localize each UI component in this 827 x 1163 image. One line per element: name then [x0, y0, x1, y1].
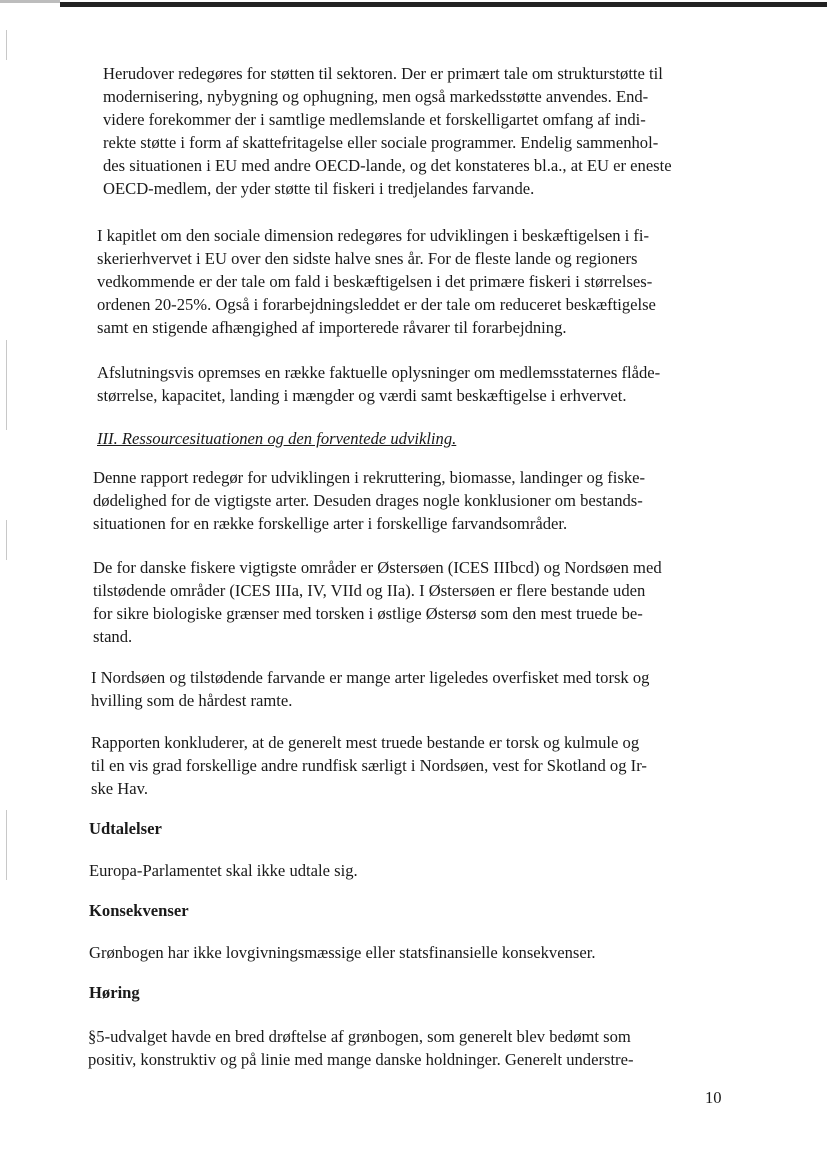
- paragraph-udtalelser: [89, 859, 358, 882]
- paragraph-horing: [88, 1025, 633, 1071]
- text-line: tilstødende områder (ICES IIIa, IV, VIId og IIa). I Østersøen er flere bestande uden: [93, 581, 646, 600]
- scan-margin-mark: [6, 810, 7, 880]
- text-line: ske Hav.: [91, 779, 148, 798]
- paragraph-konsekvenser: [89, 941, 595, 964]
- text-line: dødelighed for de vigtigste arter. Desuden drages nogle konklusioner om bestands-: [93, 491, 643, 510]
- text-line: samt en stigende afhængighed af importerede råvarer til forarbejdning.: [97, 318, 567, 337]
- section-heading: III. Ressourcesituationen og den forventede udvikling.: [97, 429, 457, 448]
- text-line: Afslutningsvis opremses en række faktuelle oplysninger om medlemsstaternes flåde-: [97, 363, 661, 382]
- paragraph-social-dimension: [97, 224, 656, 339]
- text-line: positiv, konstruktiv og på linie med mange danske holdninger. Generelt understre-: [88, 1050, 634, 1069]
- text-line: Grønbogen har ikke lovgivningsmæssige eller statsfinansielle konsekvenser.: [89, 943, 596, 962]
- paragraph-support: [103, 62, 672, 200]
- text-line: Rapporten konkluderer, at de generelt mest truede bestande er torsk og kulmule og: [91, 733, 640, 752]
- text-line: for sikre biologiske grænser med torsken i østlige Østersø som den mest truede be-: [93, 604, 643, 623]
- text-line: stand.: [93, 627, 133, 646]
- heading-udtalelser: Udtalelser: [89, 819, 162, 838]
- text-line: Denne rapport redegør for udviklingen i rekruttering, biomasse, landinger og fiske-: [93, 468, 646, 487]
- heading-konsekvenser: Konsekvenser: [89, 901, 189, 920]
- text-line: størrelse, kapacitet, landing i mængder og værdi samt beskæftigelse i erhvervet.: [97, 386, 627, 405]
- page-number: 10: [705, 1088, 722, 1107]
- text-line: situationen for en række forskellige arter i forskellige farvandsområder.: [93, 514, 568, 533]
- scan-margin-mark: [6, 340, 7, 430]
- text-line: ordenen 20-25%. Også i forarbejdningsleddet er der tale om reduceret beskæftigelse: [97, 295, 656, 314]
- text-line: hvilling som de hårdest ramte.: [91, 691, 293, 710]
- scan-top-edge: [60, 2, 827, 7]
- text-line: Herudover redegøres for støtten til sektoren. Der er primært tale om strukturstøtte til: [103, 64, 663, 83]
- paragraph-north-sea: [91, 666, 649, 712]
- text-line: De for danske fiskere vigtigste områder er Østersøen (ICES IIIbcd) og Nordsøen med: [93, 558, 662, 577]
- paragraph-conclusion-facts: [97, 361, 660, 407]
- text-line: I Nordsøen og tilstødende farvande er mange arter ligeledes overfisket med torsk og: [91, 668, 650, 687]
- scan-edge-faint: [0, 0, 60, 3]
- text-line: OECD-medlem, der yder støtte til fiskeri i tredjelandes farvande.: [103, 179, 535, 198]
- text-line: Europa-Parlamentet skal ikke udtale sig.: [89, 861, 358, 880]
- text-line: videre forekommer der i samtlige medlemslande et forskelligartet omfang af indi-: [103, 110, 646, 129]
- heading-horing: Høring: [89, 983, 140, 1002]
- scan-margin-mark: [6, 520, 7, 560]
- text-line: skerierhvervet i EU over den sidste halve snes år. For de fleste lande og regioners: [97, 249, 638, 268]
- text-line: des situationen i EU med andre OECD-lande, og det konstateres bl.a., at EU er eneste: [103, 156, 672, 175]
- scan-margin-mark: [6, 30, 7, 60]
- text-line: vedkommende er der tale om fald i beskæftigelsen i det primære fiskeri i størrelses-: [97, 272, 653, 291]
- text-line: modernisering, nybygning og ophugning, men også markedsstøtte anvendes. End-: [103, 87, 649, 106]
- text-line: rekte støtte i form af skattefritagelse eller sociale programmer. Endelig sammenhol-: [103, 133, 659, 152]
- text-line: til en vis grad forskellige andre rundfisk særligt i Nordsøen, vest for Skotland og Ir-: [91, 756, 647, 775]
- text-line: I kapitlet om den sociale dimension redegøres for udviklingen i beskæftigelsen i fi-: [97, 226, 650, 245]
- paragraph-report: [93, 466, 645, 535]
- text-line: §5-udvalget havde en bred drøftelse af grønbogen, som generelt blev bedømt som: [88, 1027, 631, 1046]
- paragraph-danish-areas: [93, 556, 662, 648]
- paragraph-report-conclusion: [91, 731, 647, 800]
